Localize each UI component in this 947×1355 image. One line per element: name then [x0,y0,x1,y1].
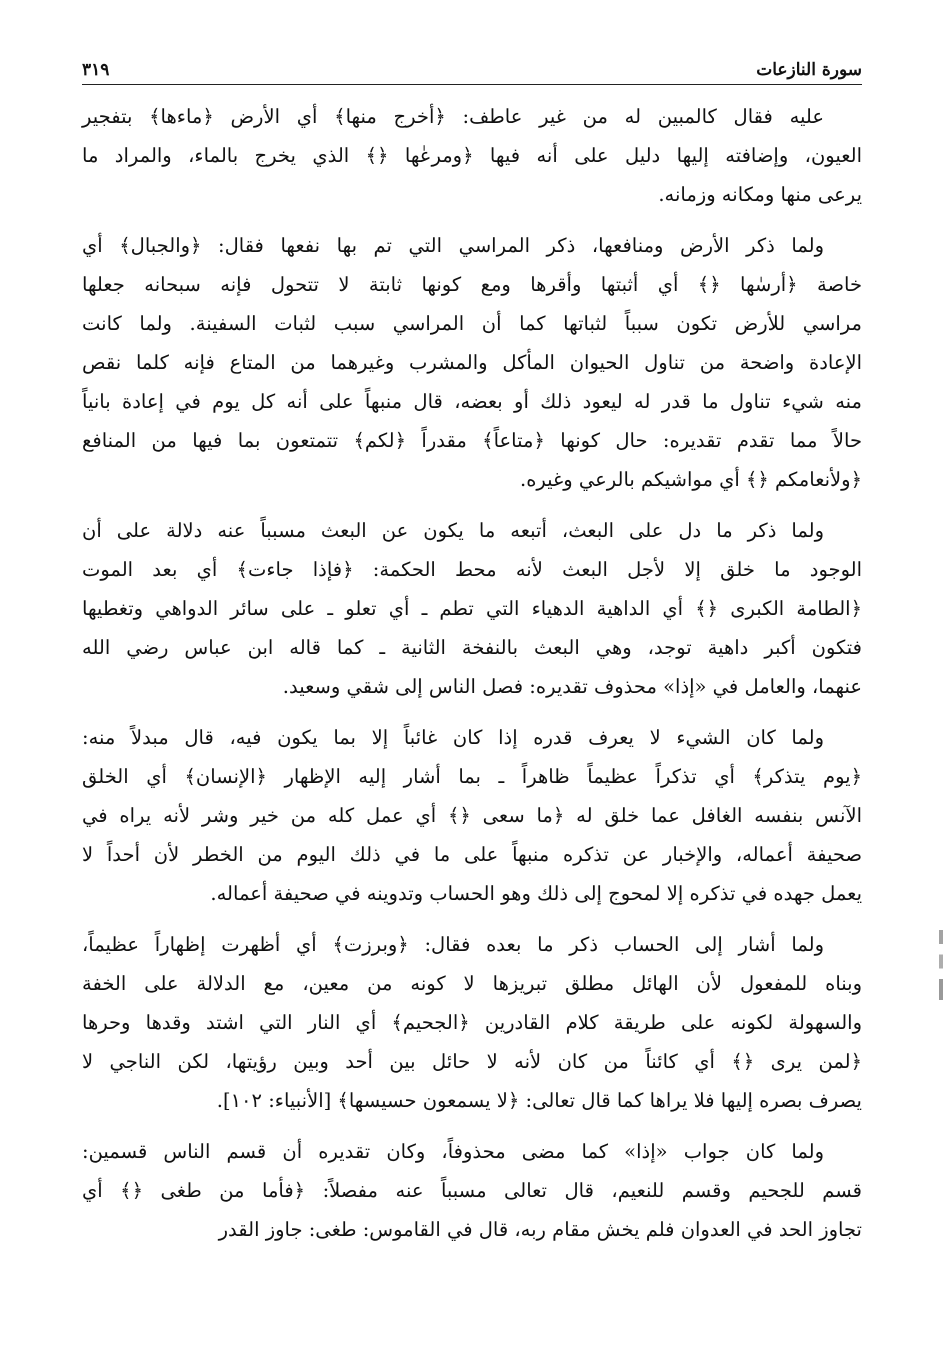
text-line: عليه فقال كالمبين له من غير عاطف: ﴿أخرج منها﴾ أي الأرض ﴿ماءها﴾ بتفجير [82,105,824,128]
text-line: تجاوز الحد في العدوان فلم يخش مقام ربه، قال في القاموس: طغى: جاوز القدر [218,1218,862,1241]
text-line: يصرف بصره إليها فلا يراها كما قال تعالى: ﴿لا يسمعون حسيسها﴾ [الأنبياء: ١٠٢]. [216,1089,862,1112]
text-line: يرعى منها ومكانه وزمانه. [658,183,862,206]
book-page [82,50,862,1249]
text-line: الوجود ما خلق إلا لأجل البعث لأنه محط الحكمة: ﴿فإذا جاءت﴾ أي بعد الموت [82,558,862,581]
page-header [82,50,862,85]
text-line: ولما ذكر الأرض ومنافعها، ذكر المراسي التي تم بها نفعها فقال: ﴿والجبال﴾ أي [82,234,824,257]
page-body [82,97,862,1249]
text-line: حالاً مما تقدم تقديره: حال كونها ﴿متاعاً﴾ مقدراً ﴿لكم﴾ تتمتعون بما فيها من المنافع [82,429,862,452]
text-line: قسم للجحيم وقسم للنعيم، قال تعالى مسبباً عنه مفصلاً: ﴿فأما من طغى ﴿﴾ أي [82,1179,862,1202]
text-line: ﴿لمن يرى ﴿﴾ أي كائناً من كان لأنه لا حائل بين أحد وبين رؤيتها، لكن الناجي لا [82,1050,862,1073]
text-line: ولما ذكر ما دل على البعث، أتبعه ما يكون عن البعث مسبباً عنه دلالة على أن [82,519,824,542]
text-line: الإعادة واضحة من تناول الحيوان المأكل والمشرب وغيرهما من المتاع فإنه كلما نقص [82,351,862,374]
paragraph [82,97,862,214]
text-line: ولما كان جواب «إذا» كما مضى محذوفاً، وكان تقديره أن قسم الناس قسمين: [82,1140,824,1163]
text-line: مراسي للأرض تكون سبباً لثباتها كما أن المراسي سبب لثبات السفينة. ولما كانت [82,312,862,335]
text-line: وبناه للمفعول لأن الهائل مطلق تبريزها لا كونه من معين، مع الدلالة على الخفة [82,972,862,995]
text-line: ولما كان الشيء لا يعرف قدره إذا كان غائباً إلا بما يكون فيه، قال مبدلاً منه: [82,726,824,749]
text-line: عنهما، والعامل في «إذا» محذوف تقديره: فصل الناس إلى شقي وسعيد. [282,675,862,698]
paragraph [82,925,862,1120]
text-line: ﴿الطامة الكبرى ﴿﴾ أي الداهية الدهياء التي تطم ـ أي تعلو ـ على سائر الدواهي وتغطيها [82,597,862,620]
text-line: ولما أشار إلى الحساب ذكر ما بعده فقال: ﴿وبرزت﴾ أي أظهرت إظهاراً عظيماً، [82,933,824,956]
scan-margin-mark [939,930,943,1000]
text-line: ﴿ولأنعامكم ﴿﴾ أي مواشيكم بالرعي وغيره. [520,468,862,491]
paragraph [82,226,862,499]
paragraph [82,1132,862,1249]
paragraph [82,511,862,706]
text-line: منه شيء تناول ما قدر له ليعود ذلك أو بعضه، قال منبهاً على أنه كل يوم في إعادة بانياً [82,390,862,413]
page-number: ٣١٩ [82,60,110,80]
text-line: العيون، وإضافته إليها دليل على أنه فيها ﴿ومرعٰها ﴿﴾ الذي يخرج بالماء، والمراد ما [82,144,862,167]
text-line: فتكون أكبر داهية توجد، وهي البعث بالنفخة الثانية ـ كما قاله ابن عباس رضي الله [82,636,862,659]
text-line: يعمل جهده في تذكره إلا لمحوج إلى ذلك وهو الحساب وتدوينه في صحيفة أعماله. [210,882,862,905]
text-line: الآنس بنفسه الغافل عما خلق له ﴿ما سعى ﴿﴾ أي عمل كله من خير وشر لأنه يراه في [82,804,862,827]
text-line: ﴿يوم يتذكر﴾ أي تذكراً عظيماً ظاهراً ـ بما أشار إليه الإظهار ﴿الإنسان﴾ أي الخلق [82,765,862,788]
text-line: والسهولة لكونه على طريقة كلام القادرين ﴿الجحيم﴾ أي النار التي اشتد وقدها وحرها [82,1011,862,1034]
surah-title: سورة النازعات [756,60,862,80]
paragraph [82,718,862,913]
text-line: صحيفة أعماله، والإخبار عن تذكره منبهاً على ما في ذلك اليوم من الخطر لأن أحداً لا [82,843,862,866]
text-line: خاصة ﴿أرسٰها ﴿﴾ أي أثبتها وأقرها ومع كونها ثابتة لا تتحول فإنه سبحانه جعلها [82,273,862,296]
